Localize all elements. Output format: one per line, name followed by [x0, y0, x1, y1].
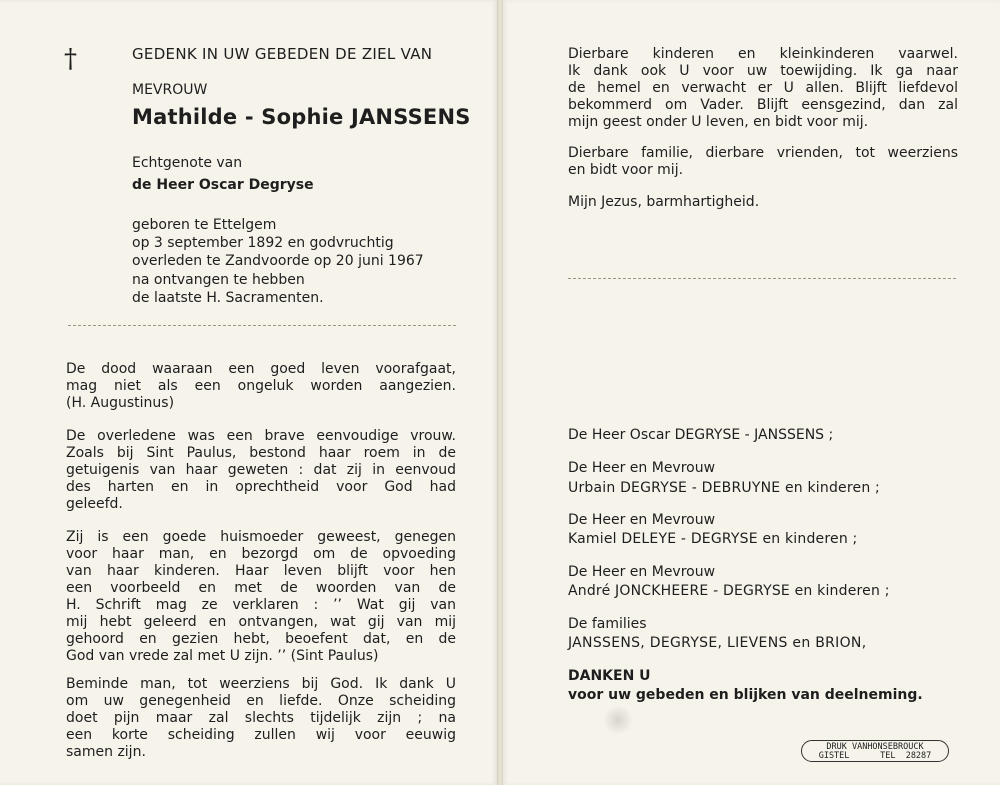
thanks-title: DANKEN U	[568, 668, 651, 684]
text-line: de hemel en verwacht er U allen. Blijft liefdevol	[568, 80, 958, 96]
family-entry: JANSSENS, DEGRYSE, LIEVENS en BRION,	[568, 635, 867, 651]
family-entry-title: De Heer en Mevrouw	[568, 512, 716, 528]
divider-rule	[568, 278, 956, 279]
text-line: voor haar man, en bezorgd om de opvoeding	[66, 546, 456, 562]
divider-rule	[68, 325, 456, 326]
text-line: De dood waaraan een goed leven voorafgaat,	[66, 361, 456, 377]
family-entry-title: De Heer en Mevrouw	[568, 564, 716, 580]
prayer-line: Mijn Jezus, barmhartigheid.	[568, 194, 760, 210]
memorial-header: GEDENK IN UW GEBEDEN DE ZIEL VAN	[132, 45, 433, 63]
detail-line: op 3 september 1892 en godvruchtig	[132, 235, 394, 251]
deceased-name: Mathilde - Sophie JANSSENS	[132, 105, 471, 129]
text-line: getuigenis van haar geweten : dat zij in eenvoud	[66, 462, 456, 478]
detail-line: geboren te Ettelgem	[132, 217, 277, 233]
text-line: mij hebt geleerd en ontvangen, wat gij van mij	[66, 614, 456, 630]
text-line: Dierbare familie, dierbare vrienden, tot weerziens	[568, 145, 958, 161]
farewell-children-paragraph	[568, 46, 958, 131]
family-entry: Kamiel DELEYE - DEGRYSE en kinderen ;	[568, 531, 858, 547]
detail-line: de laatste H. Sacramenten.	[132, 290, 324, 306]
text-line: en bidt voor mij.	[568, 162, 684, 178]
text-line: samen zijn.	[66, 744, 146, 760]
family-entry: André JONCKHEERE - DEGRYSE en kinderen ;	[568, 583, 890, 599]
cross-symbol: †	[64, 44, 77, 74]
quote-paragraph	[66, 361, 456, 412]
mother-paragraph	[66, 529, 456, 665]
card-fold	[497, 0, 503, 785]
text-line: De overledene was een brave eenvoudige vrouw.	[66, 428, 456, 444]
text-line: een voorbeeld en met de woorden van de	[66, 580, 456, 596]
thanks-text: voor uw gebeden en blijken van deelneming.	[568, 687, 923, 703]
printer-stamp	[801, 740, 949, 762]
text-line: mag niet als een ongeluk worden aangezien.	[66, 378, 456, 394]
text-line: God van vrede zal met U zijn. ’’ (Sint Paulus)	[66, 648, 379, 664]
printer-name: DRUK VANHONSEBROUCK	[826, 742, 924, 752]
family-entry-title: De families	[568, 616, 647, 632]
text-line: Beminde man, tot weerziens bij God. Ik dank U	[66, 676, 456, 692]
family-entry: Urbain DEGRYSE - DEBRUYNE en kinderen ;	[568, 480, 880, 496]
text-line: om uw genegenheid en liefde. Onze scheiding	[66, 693, 456, 709]
text-line: des harten en in oprechtheid voor God had	[66, 479, 456, 495]
printer-address: GISTEL TEL 28287	[818, 751, 932, 761]
title-prefix: MEVROUW	[132, 82, 208, 98]
farewell-husband-paragraph	[66, 676, 456, 761]
text-line: (H. Augustinus)	[66, 395, 175, 411]
text-line: doet pijn maar zal slechts tijdelijk zijn ; na	[66, 710, 456, 726]
text-line: geleefd.	[66, 496, 123, 512]
text-line: van haar kinderen. Haar leven blijft voor hen	[66, 563, 456, 579]
spouse-name: de Heer Oscar Degryse	[132, 177, 314, 193]
text-line: mijn geest onder U leven, en bidt voor mij.	[568, 114, 869, 130]
family-entry: De Heer Oscar DEGRYSE - JANSSENS ;	[568, 427, 834, 443]
spouse-intro: Echtgenote van	[132, 155, 243, 171]
text-line: bekommerd om Vader. Blijft eensgezind, dan zal	[568, 97, 958, 113]
detail-line: na ontvangen te hebben	[132, 272, 305, 288]
text-line: Zij is een goede huismoeder geweest, genegen	[66, 529, 456, 545]
family-entry-title: De Heer en Mevrouw	[568, 460, 716, 476]
text-line: een korte scheiding zullen wij voor eeuwig	[66, 727, 456, 743]
paper-smudge	[603, 705, 633, 735]
text-line: Dierbare kinderen en kleinkinderen vaarwel.	[568, 46, 958, 62]
text-line: H. Schrift mag ze verklaren : ’’ Wat gij van	[66, 597, 456, 613]
text-line: gehoord en gezien hebt, beoefent dat, en de	[66, 631, 456, 647]
farewell-family-paragraph	[568, 145, 958, 179]
detail-line: overleden te Zandvoorde op 20 juni 1967	[132, 253, 424, 269]
text-line: Zoals bij Sint Paulus, bestond haar roem in de	[66, 445, 456, 461]
text-line: Ik dank ook U voor uw toewijding. Ik ga naar	[568, 63, 958, 79]
tribute-paragraph	[66, 428, 456, 513]
